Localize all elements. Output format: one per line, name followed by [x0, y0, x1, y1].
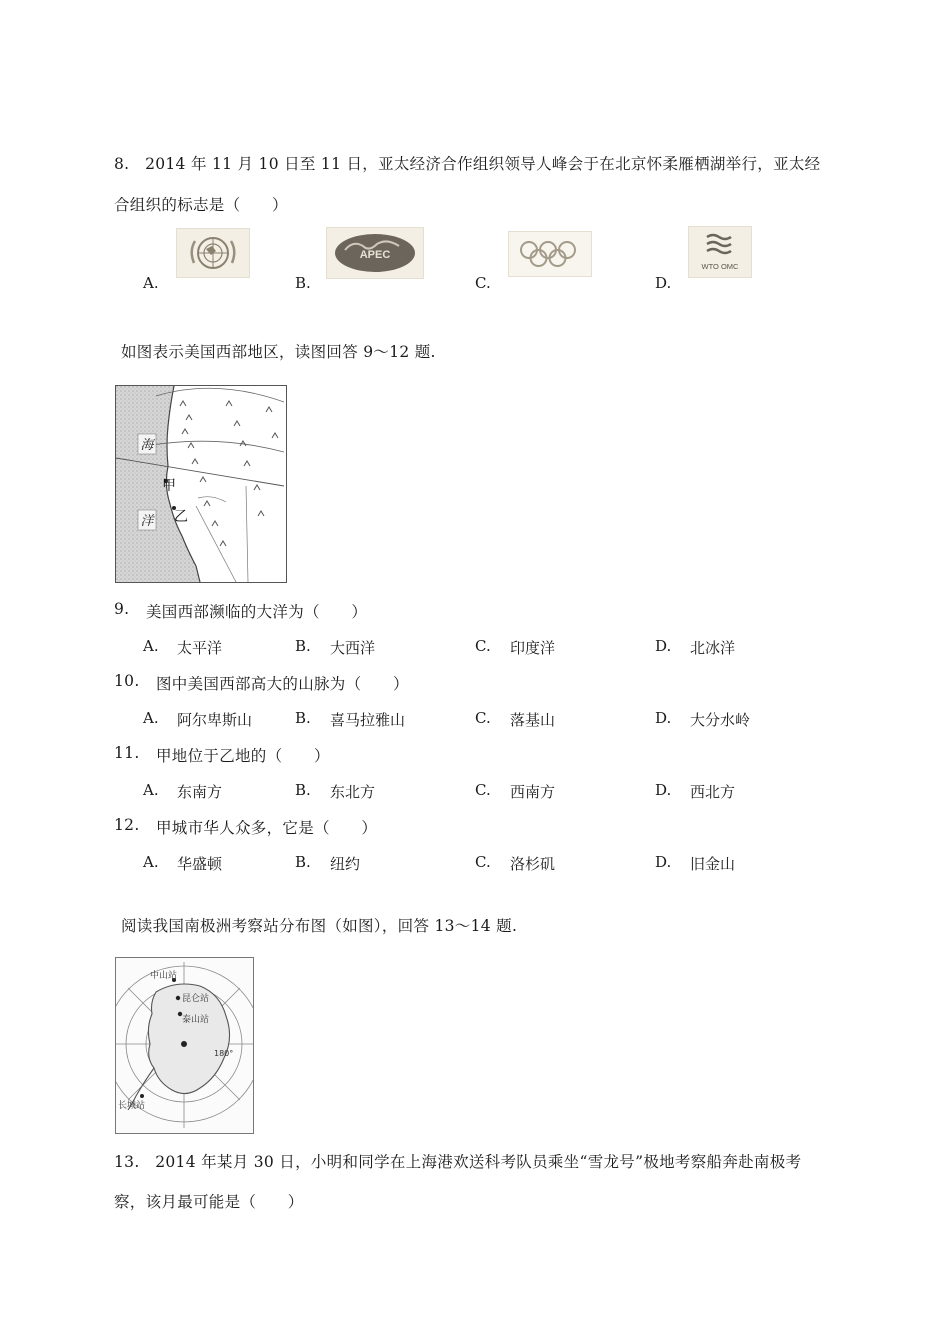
map-label-jia: 甲 [162, 478, 176, 494]
q12-stem: 甲城市华人众多，它是（ ） [156, 819, 378, 837]
q13-stem-line1: 13. 2014 年某月 30 日，小明和同学在上海港欢送科考队员乘坐“雪龙号”极地考察船奔赴南极考 [114, 1153, 802, 1171]
us-west-map [115, 385, 287, 583]
q9-option-d-letter: D. [655, 637, 672, 655]
q10-stem: 图中美国西部高大的山脉为（ ） [156, 675, 409, 693]
q8-stem-line2: 合组织的标志是（ ） [114, 196, 288, 214]
q11-option-d-text: 西北方 [690, 783, 736, 801]
q13-stem-line2: 察，该月最可能是（ ） [114, 1193, 304, 1211]
united-nations-emblem-icon [176, 228, 250, 278]
q8-option-d-letter: D. [655, 274, 672, 292]
q11-option-a-text: 东南方 [177, 783, 223, 801]
longitude-label: 180° [214, 1049, 234, 1058]
q10-option-a-text: 阿尔卑斯山 [177, 711, 253, 729]
antarctica-map [115, 957, 254, 1134]
q11-option-d-letter: D. [655, 781, 672, 799]
q12-option-d-letter: D. [655, 853, 672, 871]
q12-option-c-letter: C. [475, 853, 491, 871]
q11-option-a-letter: A. [143, 781, 159, 799]
q10-option-c-letter: C. [475, 709, 491, 727]
wto-logo-text: WTO OMC [701, 262, 739, 271]
q10-option-d-letter: D. [655, 709, 672, 727]
q9-stem: 美国西部濒临的大洋为（ ） [146, 603, 368, 621]
q12-option-a-letter: A. [143, 853, 159, 871]
q12-number: 12. [114, 816, 140, 834]
q9-option-d-text: 北冰洋 [690, 639, 736, 657]
q8-option-c-letter: C. [475, 274, 491, 292]
q12-option-a-text: 华盛顿 [177, 855, 223, 873]
station-changcheng-label: 长城站 [118, 1101, 146, 1111]
q12-option-b-text: 纽约 [330, 855, 361, 873]
map-ocean-char-2: 洋 [140, 514, 154, 529]
q8-option-a-letter: A. [143, 274, 159, 292]
q8-stem-line1: 8. 2014 年 11 月 10 日至 11 日，亚太经济合作组织领导人峰会于在北京怀柔雁栖湖举行，亚太经 [114, 155, 821, 173]
q9-option-b-text: 大西洋 [330, 639, 376, 657]
q9-option-b-letter: B. [295, 637, 311, 655]
intro-9-12: 如图表示美国西部地区，读图回答 9～12 题. [121, 343, 436, 361]
olympic-rings-icon [508, 231, 592, 277]
q11-option-b-text: 东北方 [330, 783, 376, 801]
q10-option-b-letter: B. [295, 709, 311, 727]
q10-option-c-text: 落基山 [510, 711, 556, 729]
q9-option-a-letter: A. [143, 637, 159, 655]
q9-number: 9. [114, 600, 130, 618]
q9-option-c-text: 印度洋 [510, 639, 556, 657]
q11-option-c-text: 西南方 [510, 783, 556, 801]
q12-option-b-letter: B. [295, 853, 311, 871]
station-taishan-label: 泰山站 [182, 1015, 210, 1025]
q11-option-b-letter: B. [295, 781, 311, 799]
station-zhongshan-label: 中山站 [150, 971, 178, 981]
map-label-yi: 乙 [174, 509, 188, 525]
q8-option-b-letter: B. [295, 274, 311, 292]
intro-13-14: 阅读我国南极洲考察站分布图（如图），回答 13～14 题. [121, 917, 518, 935]
apec-logo-icon [326, 227, 424, 279]
wto-logo-icon [688, 226, 752, 278]
q10-number: 10. [114, 672, 140, 690]
station-kunlun-label: 昆仑站 [182, 994, 210, 1004]
q11-option-c-letter: C. [475, 781, 491, 799]
q10-option-a-letter: A. [143, 709, 159, 727]
q10-option-b-text: 喜马拉雅山 [330, 711, 406, 729]
q9-option-a-text: 太平洋 [177, 639, 223, 657]
q10-option-d-text: 大分水岭 [690, 711, 751, 729]
q12-option-c-text: 洛杉矶 [510, 855, 556, 873]
q11-number: 11. [114, 744, 140, 762]
map-ocean-char-1: 海 [140, 438, 154, 453]
apec-logo-text: APEC [359, 249, 391, 261]
q11-stem: 甲地位于乙地的（ ） [156, 747, 330, 765]
q12-option-d-text: 旧金山 [690, 855, 736, 873]
q9-option-c-letter: C. [475, 637, 491, 655]
